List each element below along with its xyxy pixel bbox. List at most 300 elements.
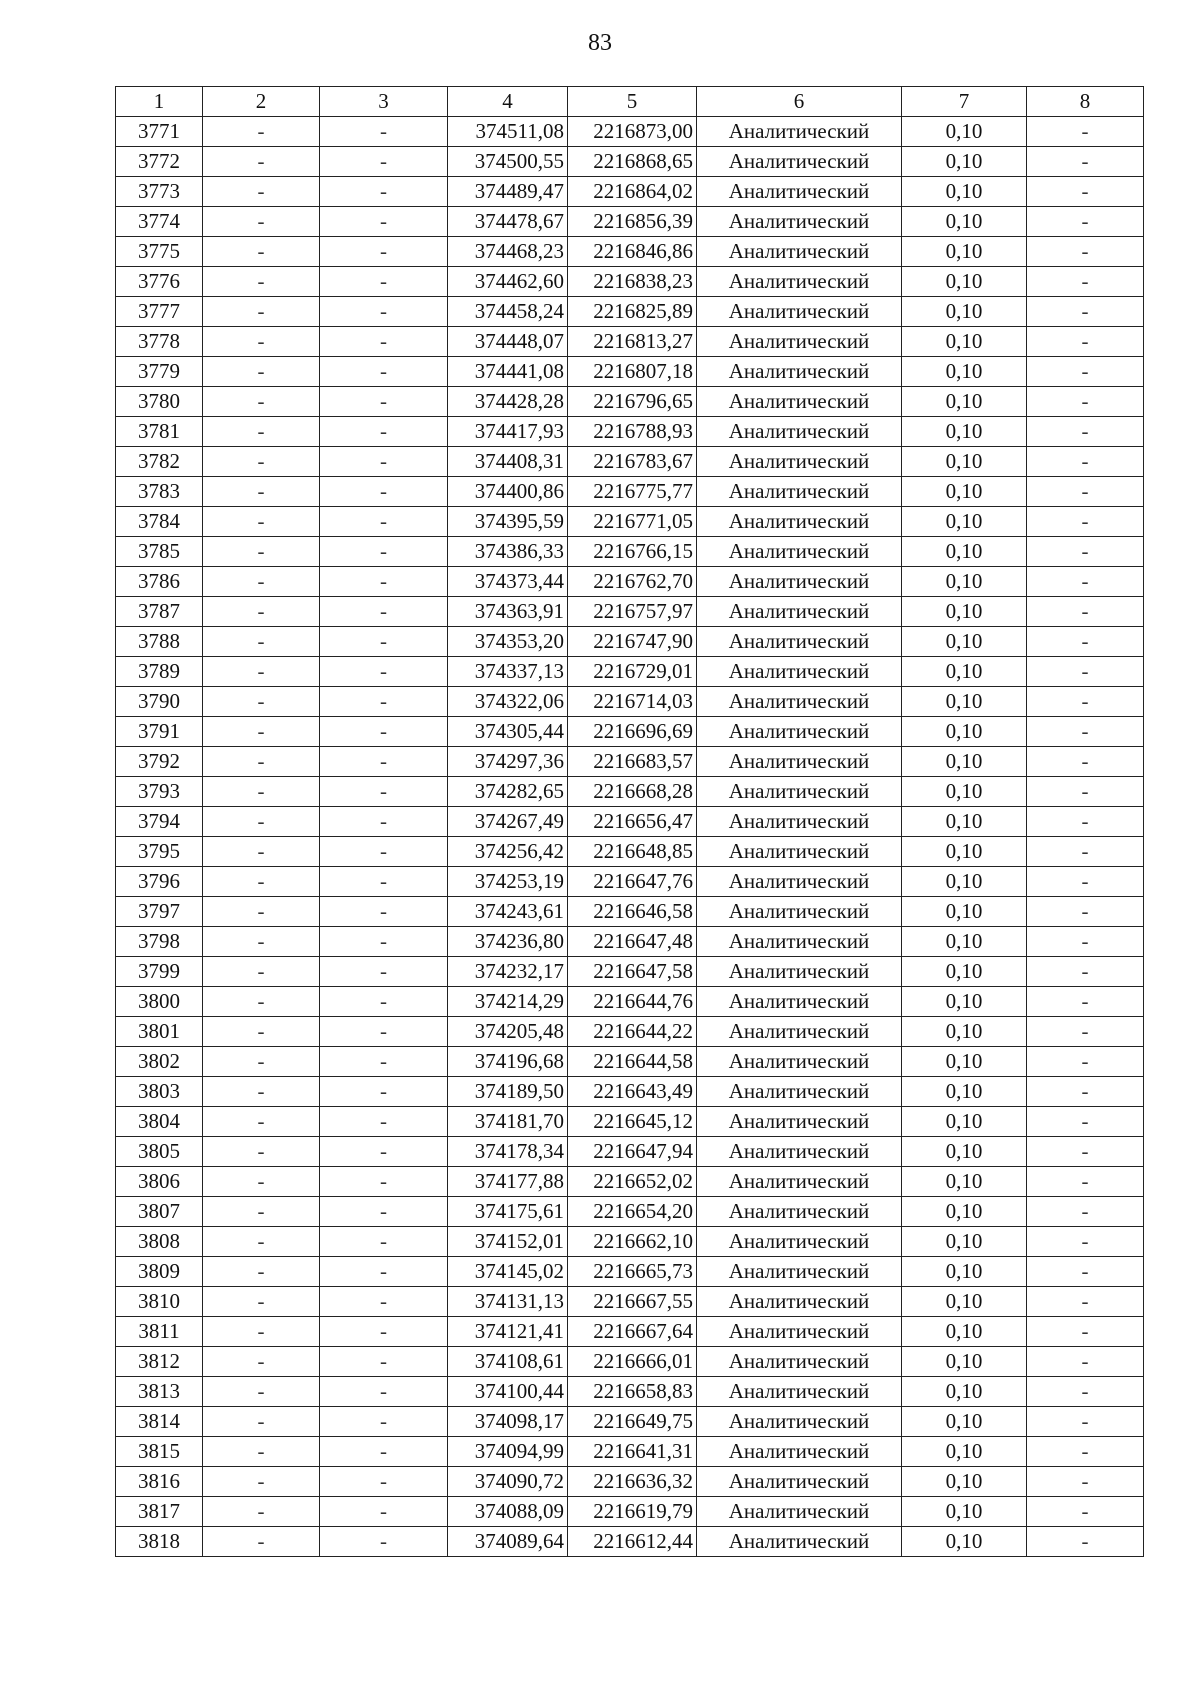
col2-cell: - [203, 1467, 320, 1497]
table-row [116, 867, 1144, 897]
method-cell: Аналитический [697, 1287, 902, 1317]
col2-cell: - [203, 1077, 320, 1107]
y-coordinate-cell: 2216647,58 [568, 957, 697, 987]
y-coordinate-cell: 2216846,86 [568, 237, 697, 267]
col3-cell: - [320, 1017, 448, 1047]
point-number-cell: 3785 [116, 537, 203, 567]
col8-cell: - [1027, 867, 1144, 897]
col8-cell: - [1027, 1377, 1144, 1407]
col3-cell: - [320, 357, 448, 387]
method-cell: Аналитический [697, 1077, 902, 1107]
table-body [116, 117, 1144, 1557]
point-number-cell: 3790 [116, 687, 203, 717]
col3-cell: - [320, 807, 448, 837]
point-number-cell: 3795 [116, 837, 203, 867]
accuracy-cell: 0,10 [902, 1257, 1027, 1287]
col8-cell: - [1027, 897, 1144, 927]
method-cell: Аналитический [697, 507, 902, 537]
table-row [116, 777, 1144, 807]
col2-cell: - [203, 117, 320, 147]
table-row [116, 237, 1144, 267]
x-coordinate-cell: 374511,08 [448, 117, 568, 147]
col8-cell: - [1027, 237, 1144, 267]
x-coordinate-cell: 374267,49 [448, 807, 568, 837]
point-number-cell: 3780 [116, 387, 203, 417]
table-row [116, 1347, 1144, 1377]
point-number-cell: 3808 [116, 1227, 203, 1257]
y-coordinate-cell: 2216656,47 [568, 807, 697, 837]
col3-cell: - [320, 867, 448, 897]
col8-cell: - [1027, 477, 1144, 507]
point-number-cell: 3816 [116, 1467, 203, 1497]
y-coordinate-cell: 2216648,85 [568, 837, 697, 867]
accuracy-cell: 0,10 [902, 507, 1027, 537]
accuracy-cell: 0,10 [902, 927, 1027, 957]
col3-cell: - [320, 927, 448, 957]
method-cell: Аналитический [697, 657, 902, 687]
col2-cell: - [203, 957, 320, 987]
col2-cell: - [203, 1197, 320, 1227]
col8-cell: - [1027, 927, 1144, 957]
method-cell: Аналитический [697, 567, 902, 597]
y-coordinate-cell: 2216643,49 [568, 1077, 697, 1107]
y-coordinate-cell: 2216644,58 [568, 1047, 697, 1077]
method-cell: Аналитический [697, 957, 902, 987]
method-cell: Аналитический [697, 327, 902, 357]
point-number-cell: 3774 [116, 207, 203, 237]
table-row [116, 1227, 1144, 1257]
y-coordinate-cell: 2216646,58 [568, 897, 697, 927]
x-coordinate-cell: 374189,50 [448, 1077, 568, 1107]
method-cell: Аналитический [697, 1407, 902, 1437]
y-coordinate-cell: 2216796,65 [568, 387, 697, 417]
point-number-cell: 3793 [116, 777, 203, 807]
accuracy-cell: 0,10 [902, 447, 1027, 477]
y-coordinate-cell: 2216636,32 [568, 1467, 697, 1497]
y-coordinate-cell: 2216783,67 [568, 447, 697, 477]
x-coordinate-cell: 374489,47 [448, 177, 568, 207]
method-cell: Аналитический [697, 867, 902, 897]
col2-cell: - [203, 417, 320, 447]
col8-cell: - [1027, 627, 1144, 657]
col2-cell: - [203, 357, 320, 387]
y-coordinate-cell: 2216658,83 [568, 1377, 697, 1407]
x-coordinate-cell: 374090,72 [448, 1467, 568, 1497]
y-coordinate-cell: 2216696,69 [568, 717, 697, 747]
col3-cell: - [320, 567, 448, 597]
x-coordinate-cell: 374236,80 [448, 927, 568, 957]
column-header: 3 [320, 87, 448, 117]
col8-cell: - [1027, 1137, 1144, 1167]
col8-cell: - [1027, 207, 1144, 237]
y-coordinate-cell: 2216856,39 [568, 207, 697, 237]
y-coordinate-cell: 2216644,22 [568, 1017, 697, 1047]
col2-cell: - [203, 627, 320, 657]
point-number-cell: 3775 [116, 237, 203, 267]
col8-cell: - [1027, 1167, 1144, 1197]
y-coordinate-cell: 2216775,77 [568, 477, 697, 507]
point-number-cell: 3783 [116, 477, 203, 507]
col8-cell: - [1027, 837, 1144, 867]
y-coordinate-cell: 2216647,48 [568, 927, 697, 957]
col8-cell: - [1027, 267, 1144, 297]
accuracy-cell: 0,10 [902, 1077, 1027, 1107]
y-coordinate-cell: 2216647,94 [568, 1137, 697, 1167]
col8-cell: - [1027, 447, 1144, 477]
accuracy-cell: 0,10 [902, 1317, 1027, 1347]
table-row [116, 1287, 1144, 1317]
col8-cell: - [1027, 147, 1144, 177]
col3-cell: - [320, 477, 448, 507]
col2-cell: - [203, 537, 320, 567]
x-coordinate-cell: 374458,24 [448, 297, 568, 327]
method-cell: Аналитический [697, 297, 902, 327]
y-coordinate-cell: 2216645,12 [568, 1107, 697, 1137]
x-coordinate-cell: 374373,44 [448, 567, 568, 597]
accuracy-cell: 0,10 [902, 837, 1027, 867]
column-header: 8 [1027, 87, 1144, 117]
method-cell: Аналитический [697, 1527, 902, 1557]
x-coordinate-cell: 374121,41 [448, 1317, 568, 1347]
col3-cell: - [320, 447, 448, 477]
col3-cell: - [320, 687, 448, 717]
col2-cell: - [203, 657, 320, 687]
accuracy-cell: 0,10 [902, 1047, 1027, 1077]
x-coordinate-cell: 374145,02 [448, 1257, 568, 1287]
column-header: 5 [568, 87, 697, 117]
accuracy-cell: 0,10 [902, 987, 1027, 1017]
col8-cell: - [1027, 1017, 1144, 1047]
method-cell: Аналитический [697, 687, 902, 717]
col3-cell: - [320, 117, 448, 147]
point-number-cell: 3800 [116, 987, 203, 1017]
table-row [116, 1527, 1144, 1557]
table-row [116, 177, 1144, 207]
table-row [116, 207, 1144, 237]
col3-cell: - [320, 1467, 448, 1497]
col8-cell: - [1027, 507, 1144, 537]
col8-cell: - [1027, 1257, 1144, 1287]
table-row [116, 327, 1144, 357]
col3-cell: - [320, 657, 448, 687]
col3-cell: - [320, 777, 448, 807]
accuracy-cell: 0,10 [902, 717, 1027, 747]
col8-cell: - [1027, 1437, 1144, 1467]
method-cell: Аналитический [697, 837, 902, 867]
accuracy-cell: 0,10 [902, 1197, 1027, 1227]
method-cell: Аналитический [697, 237, 902, 267]
method-cell: Аналитический [697, 447, 902, 477]
x-coordinate-cell: 374152,01 [448, 1227, 568, 1257]
method-cell: Аналитический [697, 1437, 902, 1467]
table-row [116, 927, 1144, 957]
x-coordinate-cell: 374363,91 [448, 597, 568, 627]
col3-cell: - [320, 147, 448, 177]
table-row [116, 1257, 1144, 1287]
x-coordinate-cell: 374088,09 [448, 1497, 568, 1527]
col3-cell: - [320, 1377, 448, 1407]
table-row [116, 1497, 1144, 1527]
col8-cell: - [1027, 747, 1144, 777]
col3-cell: - [320, 1077, 448, 1107]
accuracy-cell: 0,10 [902, 267, 1027, 297]
accuracy-cell: 0,10 [902, 1347, 1027, 1377]
col8-cell: - [1027, 417, 1144, 447]
point-number-cell: 3799 [116, 957, 203, 987]
col2-cell: - [203, 147, 320, 177]
x-coordinate-cell: 374441,08 [448, 357, 568, 387]
accuracy-cell: 0,10 [902, 897, 1027, 927]
col2-cell: - [203, 837, 320, 867]
point-number-cell: 3813 [116, 1377, 203, 1407]
table-row [116, 1167, 1144, 1197]
col3-cell: - [320, 507, 448, 537]
col3-cell: - [320, 387, 448, 417]
col3-cell: - [320, 327, 448, 357]
col3-cell: - [320, 297, 448, 327]
col3-cell: - [320, 1197, 448, 1227]
col8-cell: - [1027, 387, 1144, 417]
point-number-cell: 3804 [116, 1107, 203, 1137]
y-coordinate-cell: 2216619,79 [568, 1497, 697, 1527]
point-number-cell: 3810 [116, 1287, 203, 1317]
point-number-cell: 3796 [116, 867, 203, 897]
col8-cell: - [1027, 657, 1144, 687]
accuracy-cell: 0,10 [902, 627, 1027, 657]
point-number-cell: 3806 [116, 1167, 203, 1197]
x-coordinate-cell: 374417,93 [448, 417, 568, 447]
y-coordinate-cell: 2216667,64 [568, 1317, 697, 1347]
col3-cell: - [320, 597, 448, 627]
col3-cell: - [320, 1287, 448, 1317]
x-coordinate-cell: 374462,60 [448, 267, 568, 297]
table-row [116, 267, 1144, 297]
col8-cell: - [1027, 717, 1144, 747]
point-number-cell: 3809 [116, 1257, 203, 1287]
table-row [116, 627, 1144, 657]
y-coordinate-cell: 2216667,55 [568, 1287, 697, 1317]
x-coordinate-cell: 374282,65 [448, 777, 568, 807]
x-coordinate-cell: 374253,19 [448, 867, 568, 897]
col2-cell: - [203, 747, 320, 777]
method-cell: Аналитический [697, 147, 902, 177]
col3-cell: - [320, 957, 448, 987]
point-number-cell: 3771 [116, 117, 203, 147]
accuracy-cell: 0,10 [902, 687, 1027, 717]
table-row [116, 507, 1144, 537]
y-coordinate-cell: 2216868,65 [568, 147, 697, 177]
col8-cell: - [1027, 1287, 1144, 1317]
col3-cell: - [320, 177, 448, 207]
y-coordinate-cell: 2216644,76 [568, 987, 697, 1017]
col8-cell: - [1027, 807, 1144, 837]
col2-cell: - [203, 1017, 320, 1047]
col3-cell: - [320, 1527, 448, 1557]
col3-cell: - [320, 627, 448, 657]
col2-cell: - [203, 1527, 320, 1557]
col3-cell: - [320, 747, 448, 777]
col3-cell: - [320, 1137, 448, 1167]
point-number-cell: 3792 [116, 747, 203, 777]
accuracy-cell: 0,10 [902, 207, 1027, 237]
col2-cell: - [203, 687, 320, 717]
point-number-cell: 3776 [116, 267, 203, 297]
accuracy-cell: 0,10 [902, 567, 1027, 597]
col2-cell: - [203, 1377, 320, 1407]
col2-cell: - [203, 1287, 320, 1317]
col3-cell: - [320, 897, 448, 927]
x-coordinate-cell: 374500,55 [448, 147, 568, 177]
col3-cell: - [320, 207, 448, 237]
col8-cell: - [1027, 1077, 1144, 1107]
col8-cell: - [1027, 297, 1144, 327]
accuracy-cell: 0,10 [902, 117, 1027, 147]
col2-cell: - [203, 477, 320, 507]
method-cell: Аналитический [697, 537, 902, 567]
col2-cell: - [203, 507, 320, 537]
x-coordinate-cell: 374428,28 [448, 387, 568, 417]
col8-cell: - [1027, 1527, 1144, 1557]
col2-cell: - [203, 1107, 320, 1137]
accuracy-cell: 0,10 [902, 957, 1027, 987]
y-coordinate-cell: 2216762,70 [568, 567, 697, 597]
x-coordinate-cell: 374100,44 [448, 1377, 568, 1407]
accuracy-cell: 0,10 [902, 1407, 1027, 1437]
table-header-row [116, 87, 1144, 117]
column-header: 4 [448, 87, 568, 117]
table-row [116, 1407, 1144, 1437]
accuracy-cell: 0,10 [902, 1137, 1027, 1167]
col8-cell: - [1027, 1227, 1144, 1257]
col3-cell: - [320, 717, 448, 747]
col3-cell: - [320, 1257, 448, 1287]
method-cell: Аналитический [697, 267, 902, 297]
x-coordinate-cell: 374098,17 [448, 1407, 568, 1437]
y-coordinate-cell: 2216666,01 [568, 1347, 697, 1377]
col8-cell: - [1027, 987, 1144, 1017]
y-coordinate-cell: 2216766,15 [568, 537, 697, 567]
y-coordinate-cell: 2216864,02 [568, 177, 697, 207]
x-coordinate-cell: 374205,48 [448, 1017, 568, 1047]
x-coordinate-cell: 374353,20 [448, 627, 568, 657]
point-number-cell: 3803 [116, 1077, 203, 1107]
column-header: 7 [902, 87, 1027, 117]
method-cell: Аналитический [697, 717, 902, 747]
method-cell: Аналитический [697, 357, 902, 387]
col3-cell: - [320, 1107, 448, 1137]
table-row [116, 297, 1144, 327]
col8-cell: - [1027, 1467, 1144, 1497]
col8-cell: - [1027, 687, 1144, 717]
table-row [116, 957, 1144, 987]
method-cell: Аналитический [697, 627, 902, 657]
point-number-cell: 3807 [116, 1197, 203, 1227]
point-number-cell: 3814 [116, 1407, 203, 1437]
point-number-cell: 3788 [116, 627, 203, 657]
col3-cell: - [320, 267, 448, 297]
y-coordinate-cell: 2216813,27 [568, 327, 697, 357]
col2-cell: - [203, 297, 320, 327]
col2-cell: - [203, 1047, 320, 1077]
point-number-cell: 3784 [116, 507, 203, 537]
y-coordinate-cell: 2216668,28 [568, 777, 697, 807]
col8-cell: - [1027, 567, 1144, 597]
col8-cell: - [1027, 1347, 1144, 1377]
col8-cell: - [1027, 1047, 1144, 1077]
x-coordinate-cell: 374337,13 [448, 657, 568, 687]
accuracy-cell: 0,10 [902, 237, 1027, 267]
point-number-cell: 3812 [116, 1347, 203, 1377]
col2-cell: - [203, 207, 320, 237]
point-number-cell: 3815 [116, 1437, 203, 1467]
method-cell: Аналитический [697, 1017, 902, 1047]
point-number-cell: 3782 [116, 447, 203, 477]
y-coordinate-cell: 2216612,44 [568, 1527, 697, 1557]
column-header: 6 [697, 87, 902, 117]
method-cell: Аналитический [697, 987, 902, 1017]
accuracy-cell: 0,10 [902, 1377, 1027, 1407]
point-number-cell: 3818 [116, 1527, 203, 1557]
point-number-cell: 3797 [116, 897, 203, 927]
col2-cell: - [203, 567, 320, 597]
x-coordinate-cell: 374322,06 [448, 687, 568, 717]
col2-cell: - [203, 327, 320, 357]
y-coordinate-cell: 2216683,57 [568, 747, 697, 777]
col8-cell: - [1027, 327, 1144, 357]
point-number-cell: 3801 [116, 1017, 203, 1047]
y-coordinate-cell: 2216652,02 [568, 1167, 697, 1197]
point-number-cell: 3772 [116, 147, 203, 177]
column-header: 1 [116, 87, 203, 117]
col3-cell: - [320, 237, 448, 267]
y-coordinate-cell: 2216825,89 [568, 297, 697, 327]
method-cell: Аналитический [697, 117, 902, 147]
table-row [116, 417, 1144, 447]
method-cell: Аналитический [697, 177, 902, 207]
method-cell: Аналитический [697, 1107, 902, 1137]
point-number-cell: 3791 [116, 717, 203, 747]
point-number-cell: 3786 [116, 567, 203, 597]
accuracy-cell: 0,10 [902, 297, 1027, 327]
col3-cell: - [320, 537, 448, 567]
accuracy-cell: 0,10 [902, 777, 1027, 807]
col2-cell: - [203, 1167, 320, 1197]
method-cell: Аналитический [697, 777, 902, 807]
x-coordinate-cell: 374178,34 [448, 1137, 568, 1167]
col2-cell: - [203, 1227, 320, 1257]
col2-cell: - [203, 267, 320, 297]
col2-cell: - [203, 597, 320, 627]
accuracy-cell: 0,10 [902, 1107, 1027, 1137]
col2-cell: - [203, 1347, 320, 1377]
table-row [116, 897, 1144, 927]
accuracy-cell: 0,10 [902, 537, 1027, 567]
point-number-cell: 3778 [116, 327, 203, 357]
table-row [116, 657, 1144, 687]
y-coordinate-cell: 2216873,00 [568, 117, 697, 147]
table-row [116, 147, 1144, 177]
col3-cell: - [320, 987, 448, 1017]
x-coordinate-cell: 374243,61 [448, 897, 568, 927]
method-cell: Аналитический [697, 807, 902, 837]
table-row [116, 837, 1144, 867]
table-row [116, 567, 1144, 597]
x-coordinate-cell: 374468,23 [448, 237, 568, 267]
x-coordinate-cell: 374181,70 [448, 1107, 568, 1137]
accuracy-cell: 0,10 [902, 597, 1027, 627]
table-row [116, 1137, 1144, 1167]
col3-cell: - [320, 1407, 448, 1437]
